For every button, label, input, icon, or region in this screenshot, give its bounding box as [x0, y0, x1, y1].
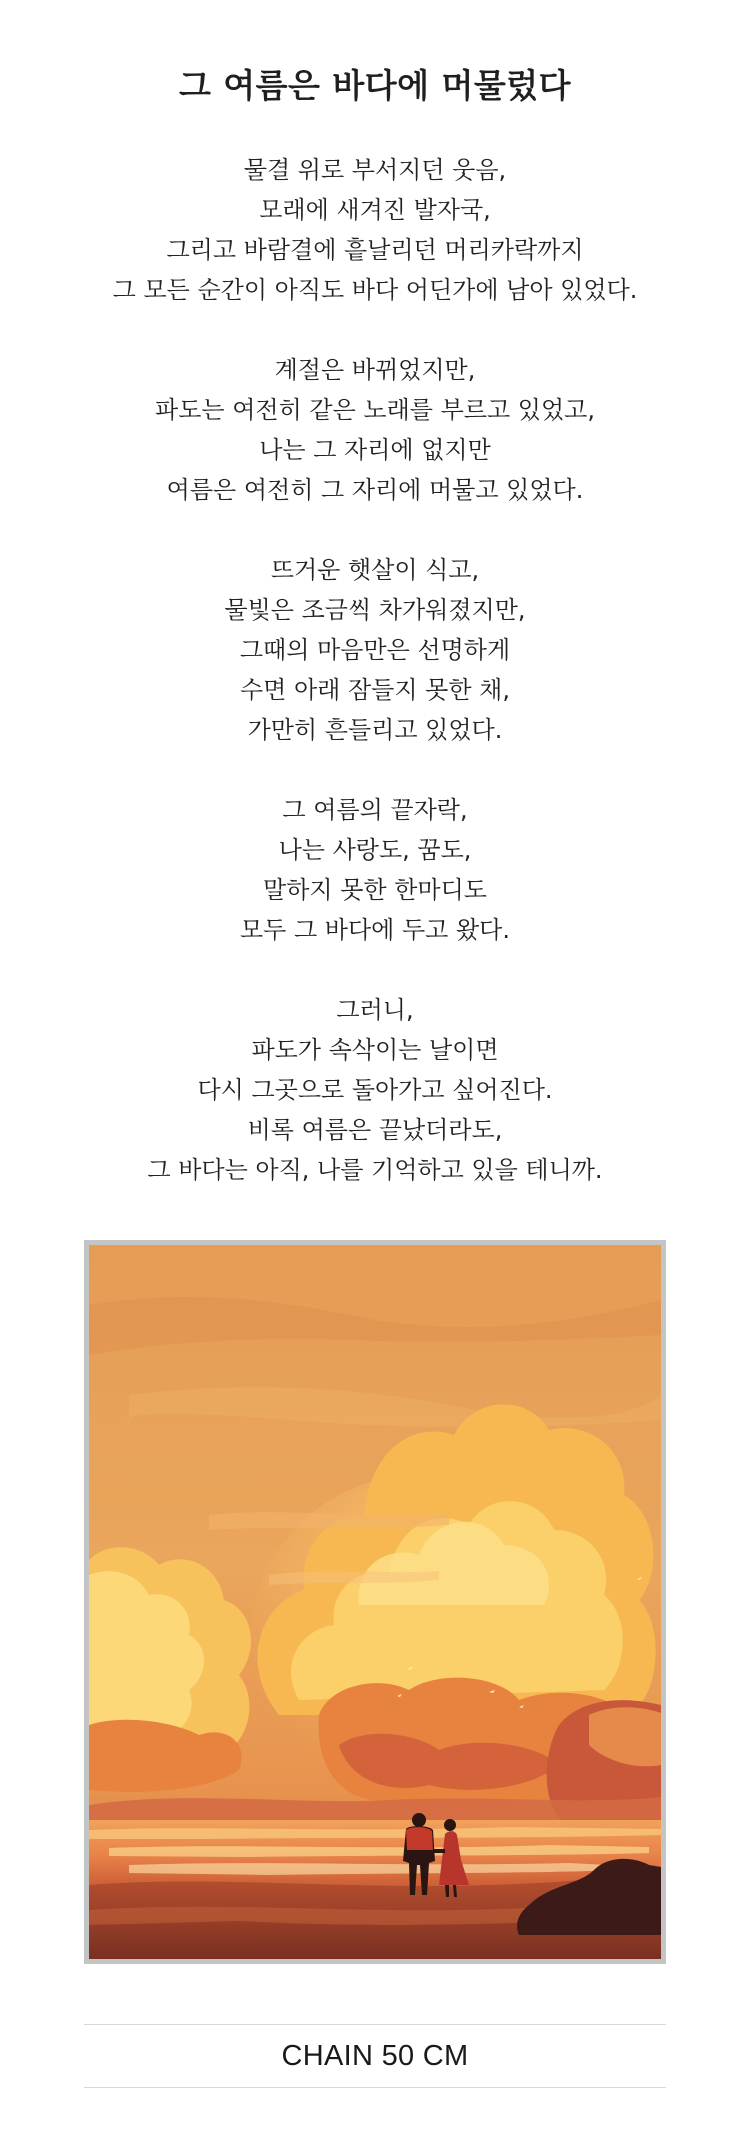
- option-divider-top: [84, 2024, 666, 2025]
- poem-line: 물결 위로 부서지던 웃음,: [243, 156, 507, 184]
- poem-line: 계절은 바뀌었지만,: [274, 356, 476, 384]
- poem-line: 물빛은 조금씩 차가워졌지만,: [224, 596, 526, 624]
- poem-line: 뜨거운 햇살이 식고,: [270, 556, 480, 584]
- poem-line: 그 모든 순간이 아직도 바다 어딘가에 남아 있었다.: [112, 276, 638, 304]
- poem-stanza: [0, 790, 750, 950]
- sea-highlights: [89, 1827, 661, 1875]
- poem-line: 가만히 흔들리고 있었다.: [247, 716, 503, 744]
- poem-line: 그 바다는 아직, 나를 기억하고 있을 테니까.: [147, 1156, 603, 1184]
- poem-line: 그리고 바람결에 흩날리던 머리카락까지: [166, 236, 584, 264]
- option-divider-bottom: [84, 2087, 666, 2088]
- poem-line: 파도는 여전히 같은 노래를 부르고 있었고,: [155, 396, 595, 424]
- poem-line: 파도가 속삭이는 날이면: [251, 1036, 499, 1064]
- poem-line: 나는 사랑도, 꿈도,: [278, 836, 472, 864]
- poem-stanza: [0, 350, 750, 510]
- poem-line: 모래에 새겨진 발자국,: [259, 196, 491, 224]
- poem-body: [0, 150, 750, 1190]
- poem-line: 말하지 못한 한마디도: [263, 876, 487, 904]
- sunset-beach-artwork: [84, 1240, 666, 1964]
- poem-line: 수면 아래 잠들지 못한 채,: [240, 676, 510, 704]
- poem-line: 다시 그곳으로 돌아가고 싶어진다.: [197, 1076, 553, 1104]
- poem-line: 그러니,: [336, 996, 414, 1024]
- poem-stanza: [0, 990, 750, 1190]
- poem-line: 그 여름의 끝자락,: [282, 796, 468, 824]
- chain-length-option: CHAIN 50 CM: [281, 2040, 469, 2072]
- poem-line: 그때의 마음만은 선명하게: [239, 636, 511, 664]
- poem-title: 그 여름은 바다에 머물렀다: [178, 66, 572, 105]
- poem-line: 모두 그 바다에 두고 왔다.: [240, 916, 510, 944]
- poem-line: 나는 그 자리에 없지만: [259, 436, 491, 464]
- sunset-beach-illustration: [89, 1245, 661, 1959]
- poem-line: 비록 여름은 끝났더라도,: [247, 1116, 503, 1144]
- poem-stanza: [0, 150, 750, 310]
- poem-line: 여름은 여전히 그 자리에 머물고 있었다.: [166, 476, 584, 504]
- poem-stanza: [0, 550, 750, 750]
